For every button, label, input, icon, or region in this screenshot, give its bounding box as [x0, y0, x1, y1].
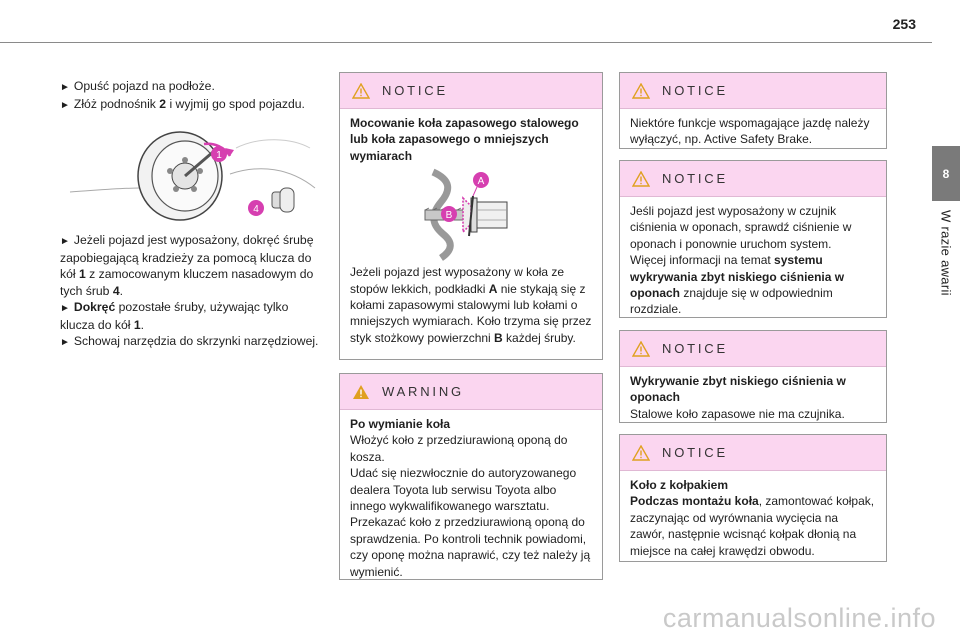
instructions-top — [60, 78, 322, 114]
top-rule — [0, 42, 932, 43]
warning-text-2: Udać się niezwłocznie do autoryzowanego dealera Toyota lub serwisu Toyota albo innego wykwalifikowanego warsztatu. — [350, 466, 577, 514]
notice-box-pressure-sensor — [619, 160, 887, 318]
notice-title: NOTICE — [382, 83, 448, 98]
chapter-title: W razie awarii — [938, 210, 954, 296]
notice-title: NOTICE — [662, 171, 728, 186]
notice-box-hubcap — [619, 434, 887, 562]
notice-text: Jeżeli pojazd jest wyposażony w koła ze stopów lekkich, podkładki A nie stykają się z kołami zapasowymi stalowymi lub kołami o mniejszych wymiarach. Koło trzyma się przez styk stożkowy powierzchni B każdej śruby. — [350, 265, 592, 345]
step-stow-tools: ► Schowaj narzędzia do skrzynki narzędziowej. — [60, 334, 319, 349]
notice-header — [620, 331, 886, 367]
wheel-illustration — [60, 118, 322, 224]
warning-triangle-icon — [632, 341, 650, 357]
arrow-right-icon: ► — [60, 236, 70, 247]
notice-heading: Koło z kołpakiem — [630, 478, 729, 492]
warning-heading: Po wymianie koła — [350, 417, 451, 431]
arrow-right-icon: ► — [60, 82, 70, 93]
notice-title: NOTICE — [662, 341, 728, 356]
warning-text-1: Włożyć koło z przedziurawioną oponą do kosza. — [350, 433, 568, 464]
callout-a: A — [477, 176, 485, 188]
warning-triangle-icon — [632, 171, 650, 187]
callout-4: 4 — [253, 204, 259, 215]
chapter-tab[interactable] — [932, 146, 960, 201]
step-tighten-bolts: ► Dokręć pozostałe śruby, używając tylko klucza do kół 1. — [60, 299, 289, 333]
warning-box-after-wheel-change — [339, 373, 603, 580]
warning-triangle-icon — [352, 83, 370, 99]
callout-1: 1 — [216, 150, 222, 161]
notice-header — [620, 161, 886, 197]
arrow-right-icon: ► — [60, 100, 70, 112]
warning-text-3: Przekazać koło z przedziurawioną oponą do sprawdzenia. Po kontroli technik powiadomi, czy oponę można naprawić, czy też należy ją wymienić. — [350, 515, 591, 579]
warning-triangle-icon — [352, 384, 370, 400]
chapter-number: 8 — [942, 166, 950, 181]
arrow-right-icon: ► — [60, 337, 70, 349]
page-number: 253 — [892, 16, 916, 32]
notice-heading: Mocowanie koła zapasowego stalowego lub koła zapasowego o mniejszych wymiarach — [350, 116, 579, 163]
notice-title: NOTICE — [662, 445, 728, 460]
notice-header — [340, 73, 602, 109]
callout-b: B — [445, 210, 453, 222]
notice-text: Stalowe koło zapasowe nie ma czujnika. — [630, 406, 845, 421]
step-anti-theft-bolt: ► Jeżeli pojazd jest wyposażony, dokręć śrubę zapobiegającą kradzieży za pomocą klucza do kół 1 z zamocowanym kluczem nasadowym do tych śrub 4. — [60, 233, 314, 298]
notice-box-driving-aids — [619, 72, 887, 149]
arrow-right-icon: ► — [60, 302, 70, 314]
notice-title: NOTICE — [662, 83, 728, 98]
warning-header — [340, 374, 602, 410]
step-fold-jack: ► Złóż podnośnik 2 i wyjmij go spod pojazdu. — [60, 97, 305, 112]
warning-title: WARNING — [382, 384, 464, 399]
wheel-nut-illustration — [411, 168, 531, 262]
notice-text: Podczas montażu koła, zamontować kołpak, zaczynając od wyrównania wycięcia na zawór, następnie wcisnąć kołpak dłonią na miejsce na całej krawędzi obwodu. — [630, 494, 875, 558]
notice-box-spare-wheel — [339, 72, 603, 360]
watermark: carmanualsonline.info — [662, 603, 936, 633]
notice-text: Niektóre funkcje wspomagające jazdę należy wyłączyć, np. Active Safety Brake. — [630, 116, 870, 147]
notice-text-1: Jeśli pojazd jest wyposażony w czujnik ciśnienia w oponach, sprawdź ciśnienie w oponach i ponownie uruchom system. — [630, 204, 852, 251]
step-lower-vehicle: ► Opuść pojazd na podłoże. — [60, 79, 215, 93]
notice-text-2: Więcej informacji na temat systemu wykrywania zbyt niskiego ciśnienia w oponach znajduje się w odpowiednim rozdziale. — [630, 253, 845, 317]
warning-triangle-icon — [632, 83, 650, 99]
notice-heading: Wykrywanie zbyt niskiego ciśnienia w oponach — [630, 374, 846, 405]
notice-header — [620, 435, 886, 471]
notice-box-low-pressure-detection — [619, 330, 887, 423]
warning-triangle-icon — [632, 445, 650, 461]
notice-header — [620, 73, 886, 109]
instructions-bottom — [60, 232, 322, 351]
